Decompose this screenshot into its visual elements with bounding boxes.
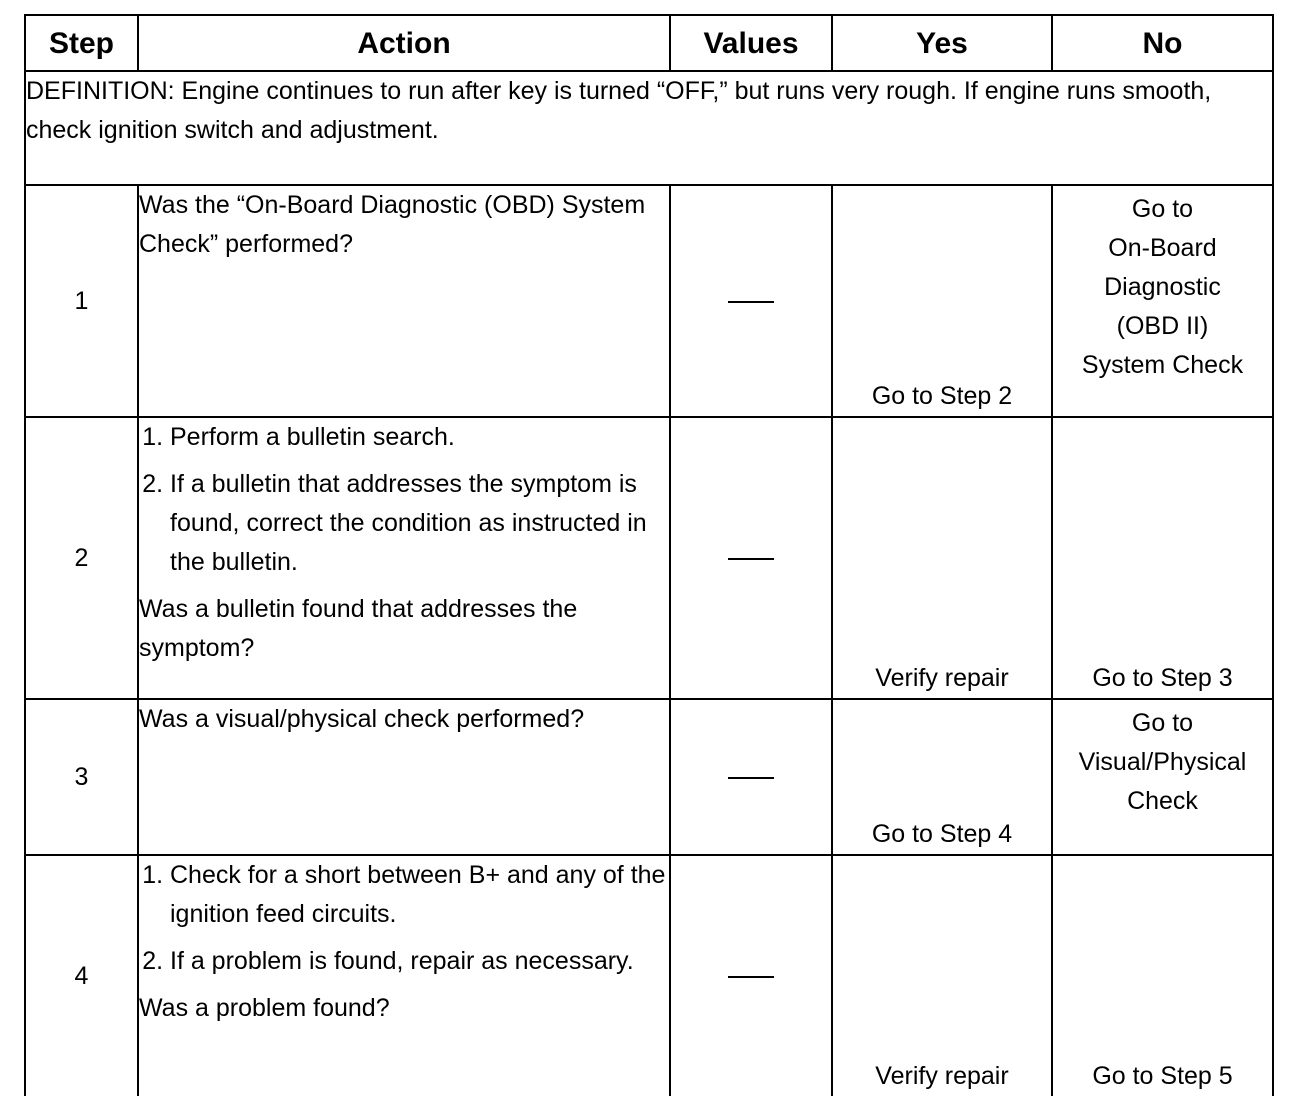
no-line: System Check	[1081, 351, 1244, 379]
yes-cell: Verify repair	[832, 855, 1052, 1096]
header-action: Action	[138, 15, 670, 71]
table-row	[25, 417, 1273, 699]
step-number: 1	[25, 185, 138, 417]
no-line: (OBD II)	[1116, 312, 1209, 340]
no-cell: Go to Step 5	[1052, 855, 1273, 1096]
no-line: Diagnostic	[1104, 273, 1221, 301]
no-line: Go to	[1131, 195, 1194, 223]
diagnostic-table	[24, 14, 1274, 1096]
step-number: 3	[25, 699, 138, 855]
header-no: No	[1052, 15, 1273, 71]
action-list	[139, 856, 669, 981]
table-row	[25, 855, 1273, 1096]
table-row	[25, 185, 1273, 417]
action-list-item: 2. If a bulletin that addresses the symptom is found, correct the condition as instructed in the bulletin.	[170, 465, 669, 582]
no-cell	[1052, 185, 1273, 417]
action-question: Was a problem found?	[139, 994, 390, 1022]
no-line: On-Board	[1108, 234, 1217, 262]
action-cell	[138, 855, 670, 1096]
action-list-item: 2. If a problem is found, repair as necessary.	[170, 942, 669, 981]
action-question: Was a visual/physical check performed?	[139, 705, 585, 733]
values-cell	[670, 855, 832, 1096]
step-number: 4	[25, 855, 138, 1096]
no-line: Check	[1127, 787, 1198, 815]
yes-cell: Go to Step 2	[832, 185, 1052, 417]
no-cell	[1052, 699, 1273, 855]
yes-cell: Verify repair	[832, 417, 1052, 699]
header-step: Step	[25, 15, 138, 71]
no-line: Visual/Physical	[1078, 748, 1247, 776]
values-dash	[728, 976, 774, 978]
step-number: 2	[25, 417, 138, 699]
values-dash	[728, 777, 774, 779]
action-cell	[138, 699, 670, 855]
table-row	[25, 699, 1273, 855]
values-cell	[670, 417, 832, 699]
action-question: Was the “On-Board Diagnostic (OBD) System Check” performed?	[139, 191, 646, 258]
action-list-item: 1. Check for a short between B+ and any of the ignition feed circuits.	[170, 856, 669, 934]
yes-cell: Go to Step 4	[832, 699, 1052, 855]
action-cell	[138, 417, 670, 699]
values-cell	[670, 699, 832, 855]
action-cell	[138, 185, 670, 417]
values-dash	[728, 558, 774, 560]
definition-text: DEFINITION: Engine continues to run after key is turned “OFF,” but runs very rough. If engine runs smooth, check ignition switch and adjustment.	[25, 71, 1273, 185]
no-line: Go to	[1131, 709, 1194, 737]
definition-row	[25, 71, 1273, 185]
no-cell: Go to Step 3	[1052, 417, 1273, 699]
header-row	[25, 15, 1273, 71]
values-cell	[670, 185, 832, 417]
values-dash	[728, 301, 774, 303]
action-list	[139, 418, 669, 582]
header-values: Values	[670, 15, 832, 71]
action-question: Was a bulletin found that addresses the symptom?	[139, 595, 578, 662]
action-list-item: 1. Perform a bulletin search.	[170, 418, 669, 457]
header-yes: Yes	[832, 15, 1052, 71]
